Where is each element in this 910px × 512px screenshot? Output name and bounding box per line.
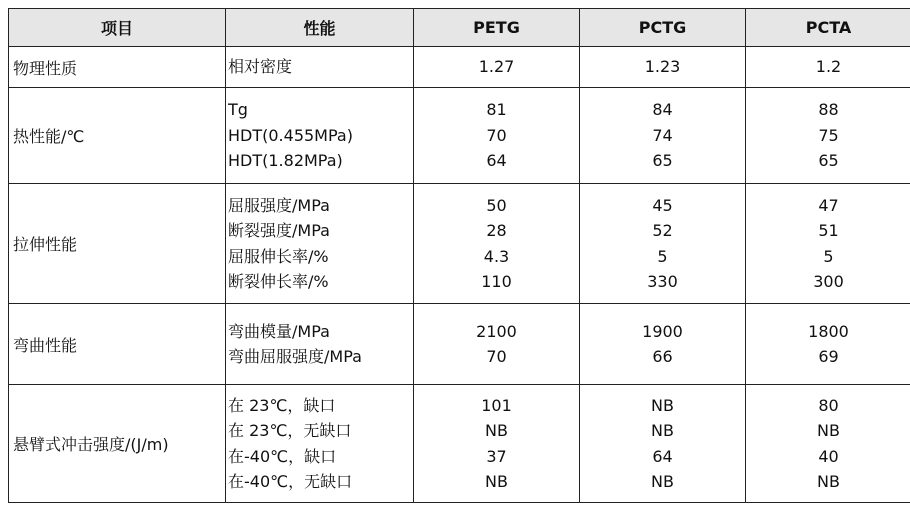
property-label: 在-40℃，缺口 <box>228 446 337 466</box>
petg-value: 110 <box>481 272 512 291</box>
property-label: 弯曲模量/MPa <box>228 321 330 341</box>
petg-value: 37 <box>486 446 507 466</box>
pctg-cell <box>580 304 746 385</box>
pctg-value: 45 <box>652 195 673 215</box>
property-label: HDT(1.82MPa) <box>228 151 343 171</box>
pcta-value: 1800 <box>808 321 849 341</box>
pctg-value: NB <box>651 472 674 491</box>
property-label: 在 23℃，缺口 <box>228 395 336 415</box>
petg-value: 2100 <box>476 321 517 341</box>
property-label: 断裂伸长率/% <box>228 272 329 291</box>
property-cell <box>226 184 414 304</box>
property-cell <box>226 88 414 184</box>
property-label: 在-40℃，无缺口 <box>228 472 353 491</box>
property-label: 在 23℃，无缺口 <box>228 421 352 440</box>
pctg-value: 1900 <box>642 321 683 341</box>
property-label: 相对密度 <box>228 57 293 77</box>
property-label: 弯曲屈服强度/MPa <box>228 347 362 366</box>
pctg-value: 74 <box>652 125 673 145</box>
header-pcta: PCTA <box>746 9 910 47</box>
pcta-cell <box>746 385 910 503</box>
pcta-cell <box>746 88 910 184</box>
table-row <box>9 184 910 304</box>
petg-cell <box>414 385 580 503</box>
pcta-value: NB <box>817 421 840 440</box>
header-property: 性能 <box>226 9 414 47</box>
property-label: 断裂强度/MPa <box>228 221 330 240</box>
row-item-label: 物理性质 <box>9 47 226 88</box>
pcta-value: 51 <box>818 221 839 240</box>
table-row <box>9 304 910 385</box>
row-item-label: 弯曲性能 <box>9 304 226 385</box>
property-label: 屈服伸长率/% <box>228 246 329 266</box>
property-label: HDT(0.455MPa) <box>228 125 353 145</box>
table-row <box>9 385 910 503</box>
petg-cell <box>414 47 580 88</box>
pcta-value: 65 <box>818 151 839 171</box>
header-item: 项目 <box>9 9 226 47</box>
pctg-value: 65 <box>652 151 673 171</box>
petg-cell <box>414 304 580 385</box>
pcta-value: 1.2 <box>815 57 842 77</box>
pcta-value: 75 <box>818 125 839 145</box>
pctg-value: 84 <box>652 100 673 120</box>
petg-value: NB <box>485 421 508 440</box>
petg-value: 81 <box>486 100 507 120</box>
pctg-value: 64 <box>652 446 673 466</box>
petg-cell <box>414 88 580 184</box>
pcta-value: 300 <box>813 272 844 291</box>
petg-value: 1.27 <box>478 57 515 77</box>
pcta-cell <box>746 47 910 88</box>
pcta-cell <box>746 304 910 385</box>
petg-value: 50 <box>486 195 507 215</box>
pcta-value: 69 <box>818 347 839 366</box>
header-row <box>9 9 910 47</box>
row-item-label: 热性能/℃ <box>9 88 226 184</box>
properties-table <box>8 8 910 503</box>
table-row <box>9 88 910 184</box>
pctg-cell <box>580 47 746 88</box>
pctg-cell <box>580 88 746 184</box>
pctg-value: NB <box>651 395 674 415</box>
petg-value: 28 <box>486 221 507 240</box>
pcta-value: 47 <box>818 195 839 215</box>
header-pctg: PCTG <box>580 9 746 47</box>
table-row <box>9 47 910 88</box>
pcta-value: 5 <box>823 246 834 266</box>
pcta-value: 88 <box>818 100 839 120</box>
property-label: Tg <box>228 100 248 120</box>
properties-table-container <box>8 8 901 503</box>
pctg-value: 66 <box>652 347 673 366</box>
pcta-value: NB <box>817 472 840 491</box>
pcta-value: 80 <box>818 395 839 415</box>
pctg-value: 1.23 <box>644 57 681 77</box>
row-item-label: 拉伸性能 <box>9 184 226 304</box>
property-cell <box>226 304 414 385</box>
petg-value: 70 <box>486 347 507 366</box>
petg-value: 101 <box>481 395 512 415</box>
pctg-cell <box>580 184 746 304</box>
property-label: 屈服强度/MPa <box>228 195 330 215</box>
property-cell <box>226 47 414 88</box>
pctg-value: 5 <box>657 246 668 266</box>
petg-value: 70 <box>486 125 507 145</box>
property-cell <box>226 385 414 503</box>
petg-value: NB <box>485 472 508 491</box>
pcta-cell <box>746 184 910 304</box>
pctg-value: 330 <box>647 272 678 291</box>
header-petg: PETG <box>414 9 580 47</box>
petg-value: 64 <box>486 151 507 171</box>
pctg-value: NB <box>651 421 674 440</box>
petg-value: 4.3 <box>483 246 510 266</box>
petg-cell <box>414 184 580 304</box>
pctg-value: 52 <box>652 221 673 240</box>
pctg-cell <box>580 385 746 503</box>
pcta-value: 40 <box>818 446 839 466</box>
row-item-label: 悬臂式冲击强度/(J/m) <box>9 385 226 503</box>
